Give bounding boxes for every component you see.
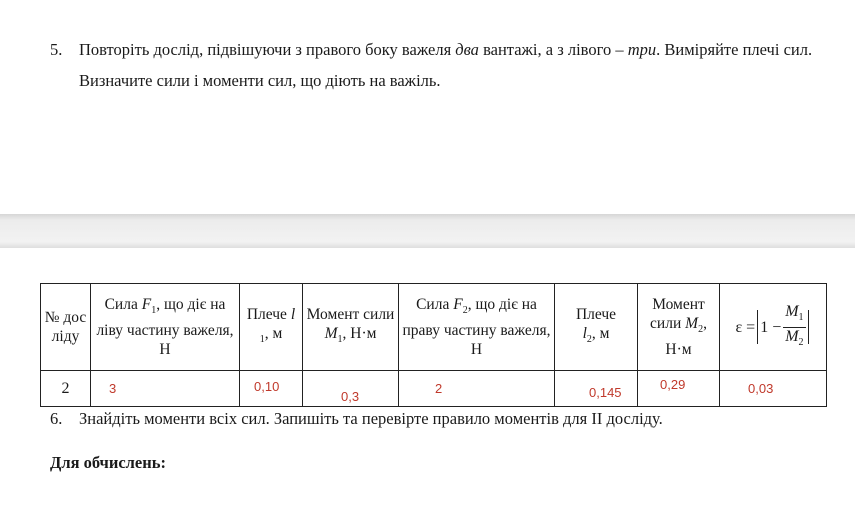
handwritten-f1: 3	[109, 381, 117, 396]
calculations-heading: Для обчислень:	[50, 453, 166, 472]
header-moment-left-sub: 1	[337, 334, 343, 346]
header-moment-right-pre: Момент сили	[650, 296, 705, 333]
table-header-row	[41, 284, 827, 371]
fraction-denominator	[783, 328, 805, 351]
task-5	[50, 34, 840, 96]
task-6-text: Знайдіть моменти всіх сил. Запишіть та перевірте правило моментів для II досліду.	[79, 409, 663, 428]
abs-bar-right	[808, 310, 809, 344]
header-arm-left-var: l	[290, 305, 296, 323]
header-moment-right-var: M	[685, 315, 699, 333]
handwritten-l2: 0,145	[589, 385, 622, 400]
header-force-right	[399, 284, 555, 371]
cell-experiment: 2	[41, 371, 91, 407]
header-moment-left-var: M	[324, 324, 338, 342]
header-arm-right	[555, 284, 638, 371]
task-5-text-part2: вантажі, а з лівого –	[478, 40, 628, 59]
header-experiment-number: № досліду	[41, 284, 91, 371]
header-moment-right-sub: 2	[698, 324, 704, 336]
header-force-left-pre: Сила	[104, 296, 142, 314]
header-epsilon-formula	[720, 284, 827, 371]
header-force-right-pre: Сила	[416, 296, 454, 314]
task-5-text-part3: . Виміряйте плечі сил. Визначите сили і моменти сил, що діють на важіль.	[79, 40, 813, 90]
page-top	[0, 0, 855, 214]
cell-l1[interactable]	[240, 371, 303, 407]
header-force-right-sub: 2	[462, 305, 468, 317]
cell-l2[interactable]	[555, 371, 638, 407]
handwritten-eps: 0,03	[748, 381, 774, 396]
header-arm-right-post: , м	[591, 324, 610, 342]
epsilon-fraction	[783, 303, 805, 350]
page-separator	[0, 214, 855, 248]
cell-f1[interactable]	[91, 371, 240, 407]
abs-bar-left	[757, 310, 758, 344]
task-5-emphasis-two: два	[455, 40, 479, 59]
header-moment-left-pre: Момент сили	[306, 305, 395, 323]
header-force-right-post: , що діє на праву частину важеля, Н	[402, 296, 551, 358]
header-moment-left-post: , Н·м	[342, 324, 377, 342]
task-6-number: 6.	[50, 409, 63, 428]
header-force-left-post: , що діє на ліву частину важеля, Н	[96, 296, 234, 358]
handwritten-m1: 0,3	[341, 389, 360, 404]
handwritten-m2: 0,29	[660, 377, 686, 392]
task-6	[50, 409, 840, 429]
handwritten-l1: 0,10	[254, 379, 280, 394]
header-force-left-var: F	[141, 296, 152, 314]
numerator-sub: 1	[798, 312, 804, 324]
epsilon-one-minus: 1 −	[760, 318, 782, 336]
header-arm-left	[240, 284, 303, 371]
task-5-text	[79, 34, 840, 96]
denominator-sub: 2	[798, 336, 804, 348]
fraction-numerator	[783, 303, 805, 327]
task-5-text-part1: Повторіть дослід, підвішуючи з правого боку важеля	[79, 40, 456, 59]
header-moment-left	[303, 284, 399, 371]
header-arm-left-pre: Плече	[246, 305, 291, 323]
header-force-left	[91, 284, 240, 371]
header-arm-right-var: l	[582, 324, 587, 342]
cell-eps[interactable]	[720, 371, 827, 407]
header-arm-right-pre: Плече	[575, 305, 617, 323]
header-moment-right	[638, 284, 720, 371]
header-force-left-sub: 1	[151, 305, 157, 317]
header-arm-left-post: , м	[264, 324, 283, 342]
cell-f2[interactable]	[399, 371, 555, 407]
cell-m1[interactable]	[303, 371, 399, 407]
denominator-var: M	[785, 327, 799, 345]
header-moment-right-post: , Н·м	[665, 315, 707, 358]
task-5-emphasis-three: три	[627, 40, 657, 59]
cell-m2[interactable]	[638, 371, 720, 407]
table-row	[41, 371, 827, 407]
header-arm-right-sub: 2	[586, 334, 592, 346]
header-force-right-var: F	[453, 296, 463, 314]
header-arm-left-sub: 1	[259, 334, 265, 346]
epsilon-formula	[735, 303, 810, 350]
handwritten-f2: 2	[435, 381, 443, 396]
task-5-number: 5.	[50, 40, 63, 59]
results-table	[40, 283, 827, 407]
numerator-var: M	[785, 303, 799, 321]
epsilon-lhs: ε =	[735, 318, 756, 336]
